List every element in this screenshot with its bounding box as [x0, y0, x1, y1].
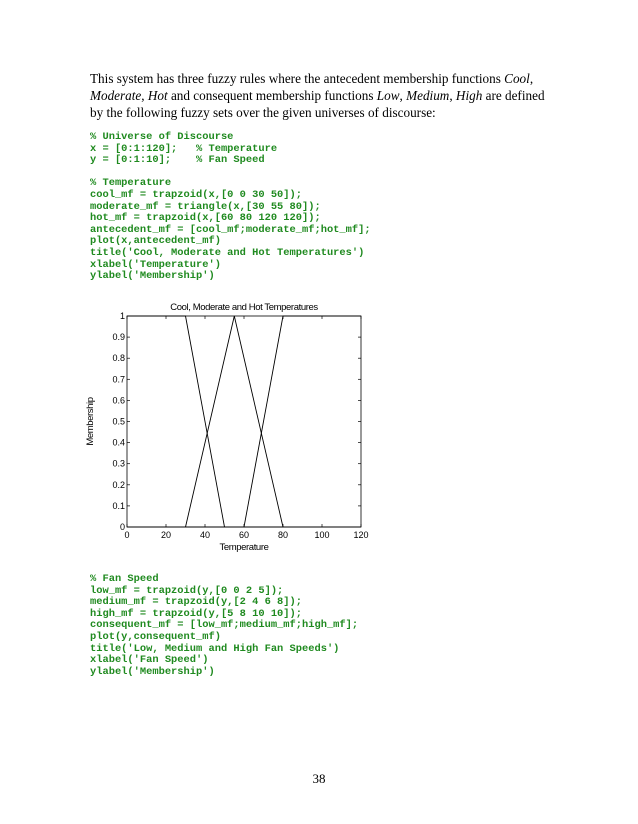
page-number: 38 [312, 771, 326, 786]
code-line: medium_mf = trapzoid(y,[2 4 6 8]); [90, 596, 303, 609]
x-tick-label: 0 [124, 530, 130, 540]
intro-paragraph: This system has three fuzzy rules where the antecedent membership functions Cool, Moderate, Hot and consequent membership functions Low, Medium, High are defined by the following fuzzy sets over the given universes of discourse: [90, 71, 545, 120]
code-line: xlabel('Fan Speed') [90, 654, 209, 667]
code-line: ylabel('Membership') [90, 665, 215, 678]
code-line: cool_mf = trapzoid(x,[0 0 30 50]); [90, 188, 303, 201]
x-axis-label: Temperature [219, 542, 269, 553]
code-line: x = [0:1:120]; % Temperature [90, 142, 278, 155]
term-cool: Cool [504, 71, 530, 86]
code-line: % Universe of Discourse [90, 131, 234, 143]
x-tick-label: 80 [277, 530, 289, 540]
y-tick-label: 0.5 [112, 416, 125, 427]
code-line: % Fan Speed [90, 573, 159, 585]
y-tick-label: 0.7 [112, 374, 125, 385]
code-line: plot(x,antecedent_mf) [90, 235, 221, 248]
code-line: low_mf = trapzoid(y,[0 0 2 5]); [90, 584, 284, 597]
term-low: Low [376, 88, 400, 103]
x-tick-label: 120 [353, 530, 369, 540]
x-tick-label: 100 [314, 530, 330, 540]
series-line [127, 316, 361, 527]
membership-plot [80, 296, 380, 558]
series-line [127, 316, 361, 527]
series-line [127, 316, 361, 527]
term-hot: Hot [147, 88, 168, 103]
y-tick-label: 0.3 [112, 458, 125, 469]
y-tick-label: 0.4 [112, 437, 125, 448]
code-line: ylabel('Membership') [90, 270, 215, 283]
chart-svg [80, 296, 380, 558]
code-line: plot(y,consequent_mf) [90, 630, 221, 643]
y-tick-label: 0.6 [112, 395, 125, 406]
code-line: high_mf = trapzoid(y,[5 8 10 10]); [90, 607, 303, 620]
code-line: title('Low, Medium and High Fan Speeds') [90, 642, 340, 655]
x-tick-label: 20 [160, 530, 172, 540]
code-line: title('Cool, Moderate and Hot Temperatures') [90, 246, 365, 259]
chart-title: Cool, Moderate and Hot Temperatures [170, 302, 318, 313]
code-line: moderate_mf = triangle(x,[30 55 80]); [90, 200, 321, 213]
y-axis-label: Membership [85, 397, 96, 446]
y-tick-label: 0 [119, 522, 125, 532]
y-tick-label: 0.9 [112, 332, 125, 343]
plot-frame [127, 316, 361, 527]
code-line: hot_mf = trapzoid(x,[60 80 120 120]); [90, 212, 321, 225]
y-tick-label: 0.1 [112, 500, 125, 511]
term-medium: Medium [406, 88, 450, 103]
term-high: High [455, 88, 483, 103]
code-line: consequent_mf = [low_mf;medium_mf;high_mf]; [90, 619, 359, 632]
y-tick-label: 0.2 [112, 479, 125, 490]
y-tick-label: 0.8 [112, 353, 125, 364]
code-block-fan-speed [90, 574, 358, 678]
x-tick-label: 60 [238, 530, 250, 540]
code-block-temperature [90, 132, 371, 283]
code-line: % Temperature [90, 177, 172, 190]
code-line: y = [0:1:10]; % Fan Speed [90, 154, 265, 167]
y-tick-label: 1 [119, 311, 125, 321]
code-line: antecedent_mf = [cool_mf;moderate_mf;hot_mf]; [90, 223, 371, 236]
x-tick-label: 40 [199, 530, 211, 540]
term-moderate: Moderate [90, 88, 142, 103]
code-line: xlabel('Temperature') [90, 258, 221, 271]
